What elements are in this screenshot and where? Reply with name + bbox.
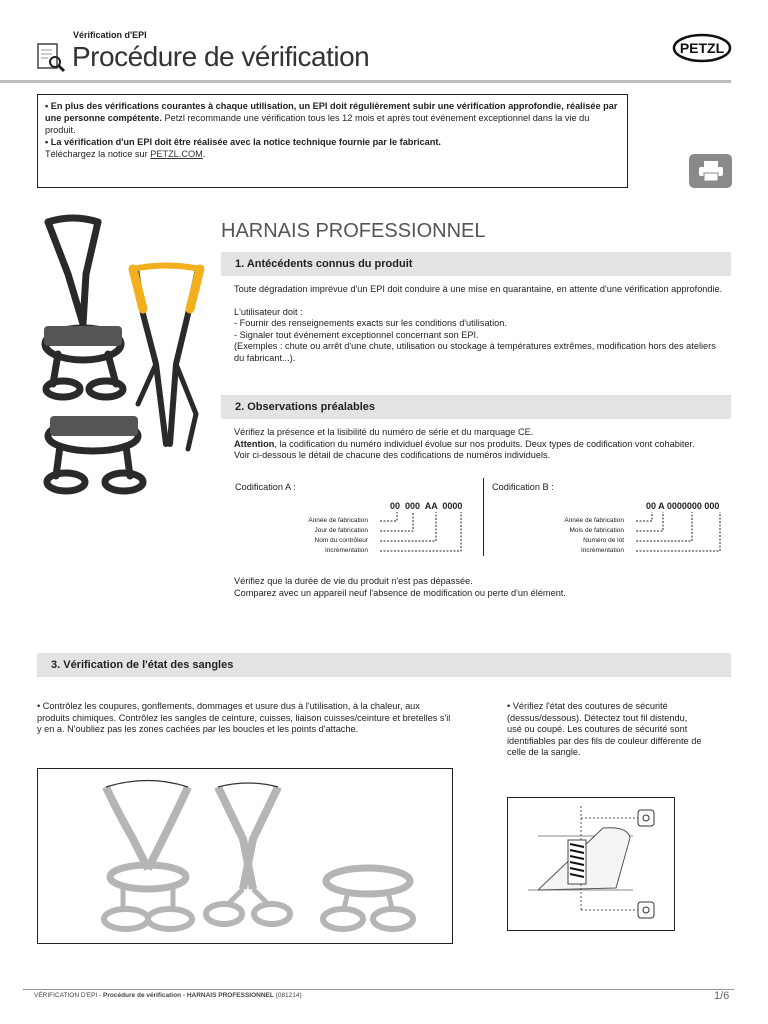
codeB-legend: [536, 516, 624, 556]
footer-prefix: VÉRIFICATION D'EPI -: [34, 992, 104, 999]
harness-photo: [38, 214, 208, 504]
print-button[interactable]: [689, 154, 732, 188]
section1-p2-l1: L'utilisateur doit :: [234, 306, 303, 317]
codeA-line-2: Nom du contrôleur: [314, 537, 368, 544]
section3-title: 3. Vérification de l'état des sangles: [51, 659, 234, 671]
codeA-connectors: [380, 510, 470, 558]
section1-p2-l3: - Signaler tout événement exceptionnel concernant son EPI.: [234, 329, 479, 340]
footer-suffix: (081214): [273, 992, 302, 999]
codeA-line-3: Incrémentation: [325, 547, 368, 554]
codeB-line-0: Année de fabrication: [564, 517, 624, 524]
codeB-line-1: Mois de fabrication: [569, 527, 624, 534]
section1-p2-l4: (Exemples : chute ou arrêt d'une chute, utilisation ou stockage à températures extrêmes, modification hors des ateliers du fabricant...).: [234, 341, 716, 363]
page-title: Procédure de vérification: [72, 41, 370, 72]
intro-line3-suffix: .: [202, 149, 206, 159]
footer-bold: Procédure de vérification - HARNAIS PROFESSIONNEL: [103, 992, 274, 999]
codeB-line-3: Incrémentation: [581, 547, 624, 554]
codeA-label: Codification A :: [235, 482, 296, 492]
intro-box: [37, 94, 628, 188]
svg-text:PETZL: PETZL: [679, 40, 725, 56]
section1-bar: [221, 252, 731, 276]
section2-title: 2. Observations préalables: [235, 401, 376, 413]
codeB-line-2: Numéro de lot: [583, 537, 624, 544]
stitching-figure: [507, 797, 675, 931]
section1-p1: Toute dégradation imprévue d'un EPI doit conduire à une mise en quarantaine, en attente d'une vérification approfondie.: [234, 284, 723, 294]
petzl-link[interactable]: PETZL.COM: [150, 149, 203, 159]
section1-title: 1. Antécédents connus du produit: [235, 258, 413, 270]
section2-bar: [221, 395, 731, 419]
intro-line3-prefix: Téléchargez la notice sur: [45, 149, 151, 159]
section2-footer: [234, 576, 724, 599]
section3-p2: • Vérifiez l'état des coutures de sécurité (dessus/dessous). Détectez tout fil distendu, usé ou coupé. Les coutures de sécurité sont identifiables par des fils de couleur différente de celle de la sangle.: [507, 701, 702, 758]
section3-bar: [37, 653, 731, 677]
section3-p1: • Contrôlez les coupures, gonflements, dommages et usure dus à l'utilisation, à la chaleur, aux produits chimiques. Contrôlez les sangles de ceinture, cuisses, liaison cuisses/ceinture et bretelles s'il y en a. N'oubliez pas les zones cachées par les boucles et les points d'attache.: [37, 701, 451, 735]
codeB-connectors: [636, 510, 726, 558]
page-number: 1/6: [714, 990, 730, 1002]
code-divider: [483, 478, 484, 556]
section2-body: [234, 427, 724, 462]
codeA-legend: [280, 516, 368, 556]
document-icon: [35, 41, 67, 73]
footer-text: [34, 992, 302, 999]
printer-icon: [698, 160, 724, 182]
brand-logo: [672, 33, 734, 63]
section1-p2-l2: - Fournir des renseignements exacts sur les conditions d'utilisation.: [234, 318, 507, 329]
intro-line1-rest: Petzl recommande une vérification tous les 12 mois et après tout événement exceptionnel dans la vie du produit.: [45, 113, 590, 135]
codeA-line-0: Année de fabrication: [308, 517, 368, 524]
header-kicker: Vérification d'EPI: [73, 30, 147, 40]
section2-p2-rest: , la codification du numéro individuel évolue sur nos produits. Deux types de codification vont cohabiter.: [274, 438, 695, 449]
footer-rule: [23, 989, 734, 990]
harness-inspection-figure: [37, 768, 453, 944]
header-rule: [0, 80, 731, 83]
codeA-line-1: Jour de fabrication: [314, 527, 368, 534]
intro-line1-bold: • En plus des vérifications courantes à chaque utilisation, un EPI doit régulièrement subir une vérification approfondie, réalisée par une personne compétente.: [45, 101, 618, 123]
section2-p1: Vérifiez la présence et la lisibilité du numéro de série et du marquage CE.: [234, 427, 534, 437]
codeB-code: 00 A 0000000 000: [646, 501, 720, 511]
section2-p3: Voir ci-dessous le détail de chacune des codifications de numéros individuels.: [234, 450, 551, 461]
section1-body: [234, 284, 724, 365]
codeA-code: 00 000 AA 0000: [390, 501, 463, 511]
intro-line2: • La vérification d'un EPI doit être réalisée avec la notice technique fournie par le fabricant.: [45, 137, 441, 147]
section2-p4: Vérifiez que la durée de vie du produit n'est pas dépassée.: [234, 576, 473, 586]
product-title: HARNAIS PROFESSIONNEL: [221, 220, 486, 242]
section2-p5: Comparez avec un appareil neuf l'absence de modification ou perte d'un élément.: [234, 587, 566, 598]
section2-attention: Attention: [234, 438, 275, 449]
codeB-label: Codification B :: [492, 482, 554, 492]
